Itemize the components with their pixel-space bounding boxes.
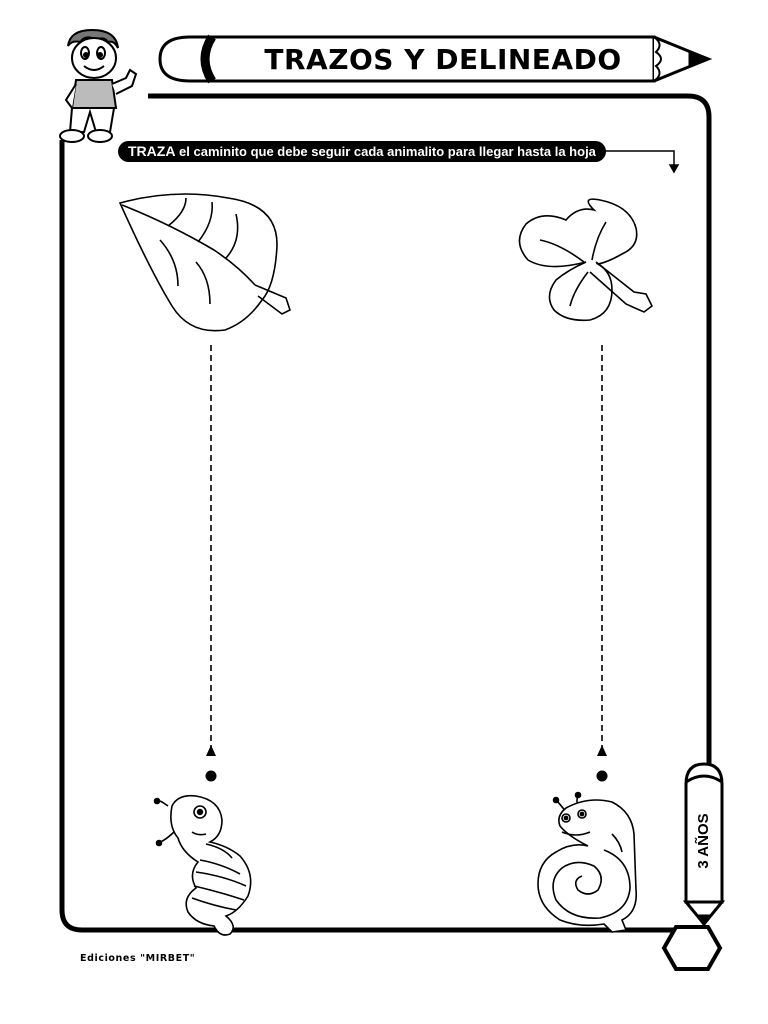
instruction-text: el caminito que debe seguir cada animalito para llegar hasta la hoja [175,144,596,159]
trace-path-left [206,345,217,782]
instruction-bar [118,141,606,162]
boy-mascot-icon [60,30,136,142]
publisher-credit: Ediciones "MIRBET" [80,953,196,964]
heart-leaf-icon [120,194,290,331]
page-title: TRAZOS Y DELINEADO [264,43,622,76]
snail-icon [538,793,636,933]
corner-hexagon [664,927,720,969]
age-label: 3 AÑOS [695,813,712,869]
clover-leaf-icon [519,199,652,320]
instruction-keyword: TRAZA [128,143,176,159]
worm-icon [155,796,251,935]
trace-path-right [597,345,608,782]
